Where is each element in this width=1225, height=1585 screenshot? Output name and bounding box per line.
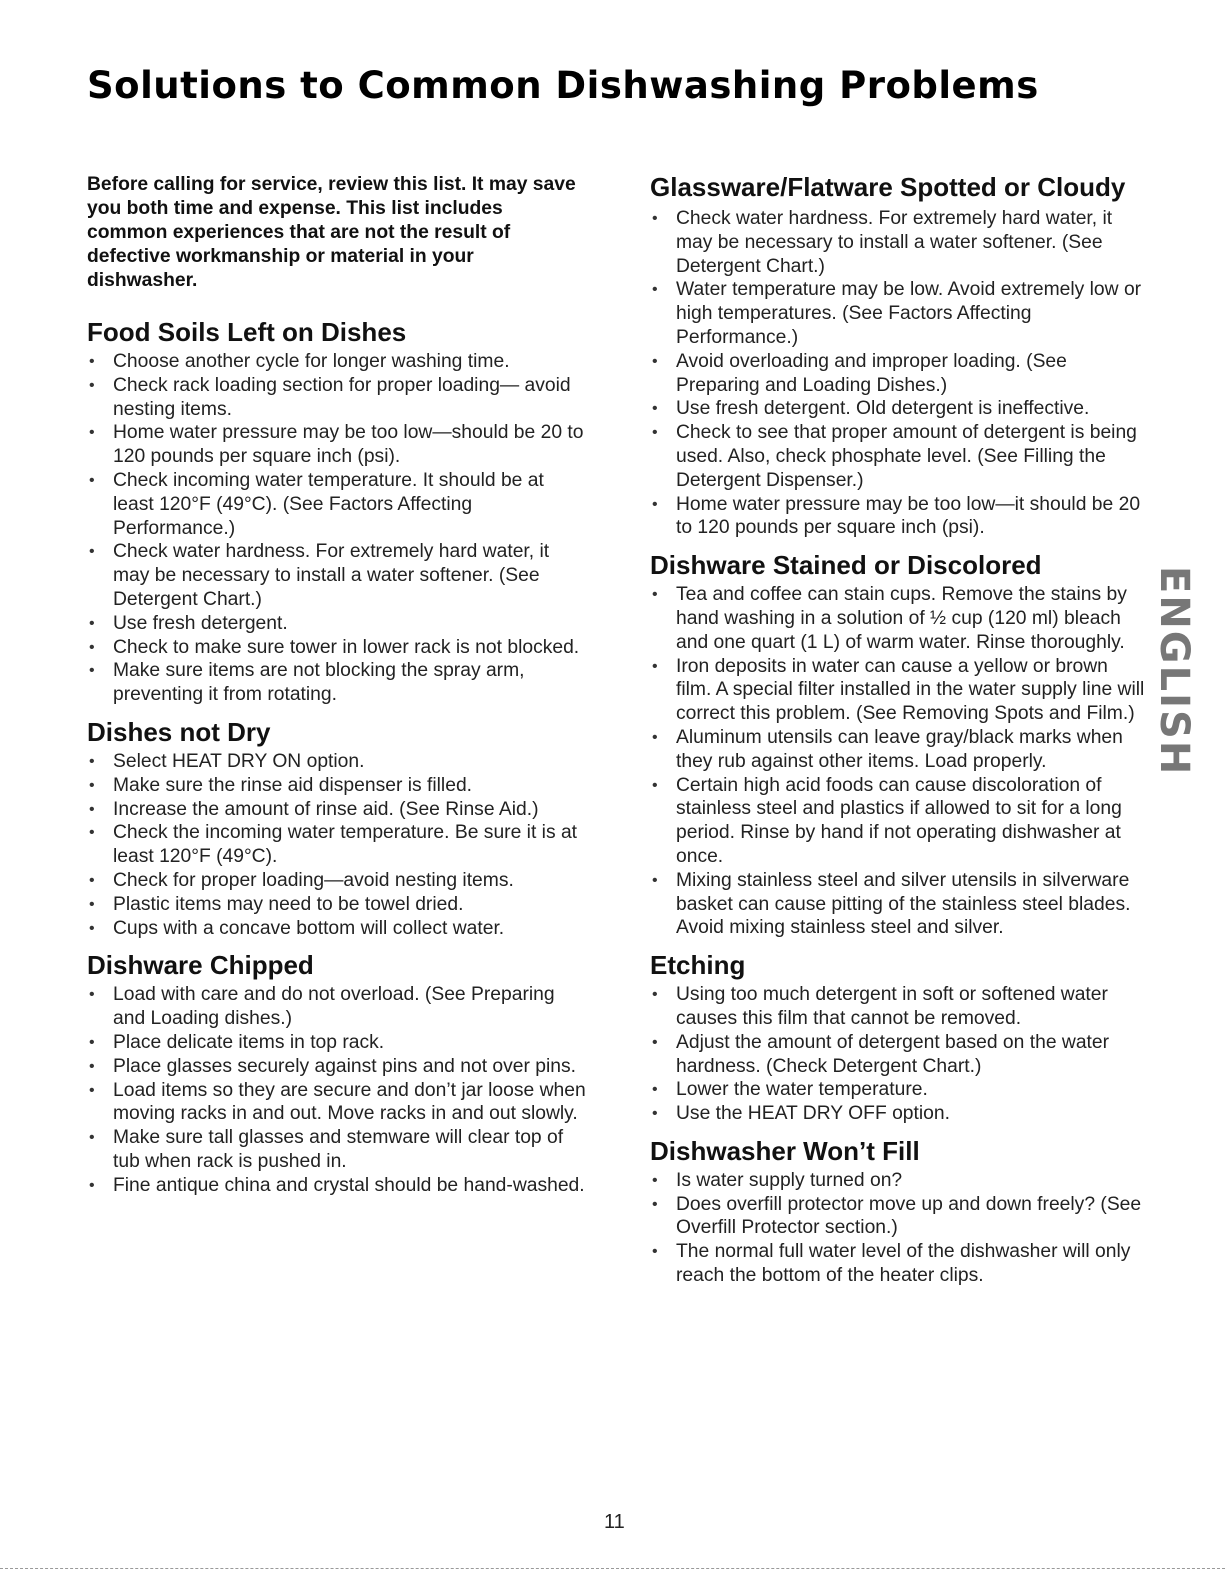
bullet-list bbox=[650, 1169, 1145, 1288]
bullet-icon: • bbox=[652, 871, 658, 889]
list-item bbox=[650, 493, 1145, 541]
list-item bbox=[87, 1079, 587, 1127]
list-item-text: Home water pressure may be too low—it should be 20 to 120 pounds per square inch (psi). bbox=[676, 493, 1141, 539]
list-item bbox=[87, 917, 587, 941]
list-item-text: Choose another cycle for longer washing time. bbox=[113, 351, 510, 372]
bullet-icon: • bbox=[89, 1057, 95, 1075]
right-column bbox=[650, 171, 1145, 1298]
list-item-text: Check to make sure tower in lower rack is not blocked. bbox=[113, 636, 580, 658]
list-item bbox=[650, 726, 1145, 774]
list-item-text: Does overfill protector move up and down freely? (See Overfill Protector section.) bbox=[676, 1193, 1142, 1239]
section-heading: Dishware Chipped bbox=[87, 950, 314, 981]
bullet-icon: • bbox=[652, 657, 658, 675]
list-item bbox=[87, 983, 587, 1031]
bullet-icon: • bbox=[89, 776, 95, 794]
section-heading: Dishwasher Won’t Fill bbox=[650, 1135, 920, 1166]
list-item bbox=[87, 869, 587, 893]
list-item-text: Make sure the rinse aid dispenser is filled. bbox=[113, 774, 473, 796]
list-item bbox=[650, 1240, 1145, 1288]
list-item-text: Check water hardness. For extremely hard water, it may be necessary to install a water softener. (See Detergent Chart.) bbox=[676, 208, 1113, 277]
bullet-list bbox=[650, 207, 1145, 540]
section-heading: Dishes not Dry bbox=[87, 716, 271, 747]
list-item-text: Lower the water temperature. bbox=[676, 1079, 928, 1101]
list-item-text: Tea and coffee can stain cups. Remove the stains by hand washing in a solution of ½ cup (120 ml) bleach and one quart (1 L) of warm water. Rinse thoroughly. bbox=[676, 584, 1127, 653]
list-item-text: Mixing stainless steel and silver utensils in silverware basket can cause pitting of the stainless steel blades. Avoid mixing stainless steel and silver. bbox=[676, 869, 1131, 939]
bullet-icon: • bbox=[652, 776, 658, 794]
list-item bbox=[87, 821, 587, 869]
bullet-icon: • bbox=[89, 800, 95, 818]
bullet-icon: • bbox=[652, 986, 658, 1004]
list-item bbox=[650, 350, 1145, 398]
list-item-text: Water temperature may be low. Avoid extremely low or high temperatures. (See Factors Affecting Performance.) bbox=[676, 279, 1142, 348]
list-item bbox=[650, 397, 1145, 421]
list-item-text: Plastic items may need to be towel dried. bbox=[113, 893, 464, 915]
list-item-text: Fine antique china and crystal should be hand-washed. bbox=[113, 1174, 585, 1196]
list-item bbox=[87, 469, 587, 540]
list-item-text: Certain high acid foods can cause discoloration of stainless steel and plastics if allowed to sit for a long period. Rinse by hand if not operating dishwasher at once. bbox=[676, 774, 1122, 867]
left-column bbox=[87, 173, 587, 1208]
bullet-icon: • bbox=[652, 352, 658, 370]
bullet-icon: • bbox=[89, 638, 95, 656]
language-label: ENGLISH bbox=[1151, 566, 1197, 777]
bullet-icon: • bbox=[652, 1033, 658, 1051]
list-item-text: Check incoming water temperature. It should be at least 120°F (49°C). (See Factors Affecting Performance.) bbox=[113, 469, 544, 539]
section-stained-discolored bbox=[650, 550, 1145, 940]
section-etching bbox=[650, 950, 1145, 1126]
list-item-text: Iron deposits in water can cause a yellow or brown film. A special filter installed in the water supply line will correct this problem. (See Removing Spots and Film.) bbox=[676, 655, 1145, 725]
list-item-text: Check for proper loading—avoid nesting items. bbox=[113, 869, 514, 891]
list-item-text: Make sure tall glasses and stemware will clear top of tub when rack is pushed in. bbox=[113, 1127, 564, 1172]
list-item bbox=[87, 750, 587, 774]
list-item bbox=[87, 612, 587, 636]
list-item-text: Load items so they are secure and don’t jar loose when moving racks in and out. Move racks in and out slowly. bbox=[113, 1079, 586, 1125]
section-food-soils bbox=[87, 317, 587, 707]
list-item bbox=[650, 278, 1145, 349]
list-item bbox=[650, 1102, 1145, 1126]
list-item-text: Increase the amount of rinse aid. (See Rinse Aid.) bbox=[113, 798, 539, 820]
bullet-icon: • bbox=[89, 1081, 95, 1099]
bullet-icon: • bbox=[89, 1129, 95, 1147]
bullet-icon: • bbox=[89, 471, 95, 489]
bullet-icon: • bbox=[89, 986, 95, 1004]
list-item-text: Cups with a concave bottom will collect water. bbox=[113, 917, 505, 939]
list-item-text: Make sure items are not blocking the spray arm, preventing it from rotating. bbox=[113, 660, 525, 706]
list-item-text: Load with care and do not overload. (See Preparing and Loading dishes.) bbox=[113, 984, 555, 1030]
list-item bbox=[87, 893, 587, 917]
bullet-list bbox=[650, 583, 1145, 940]
bullet-icon: • bbox=[89, 424, 95, 442]
list-item bbox=[650, 583, 1145, 654]
bullet-icon: • bbox=[89, 919, 95, 937]
list-item-text: Avoid overloading and improper loading. (See Preparing and Loading Dishes.) bbox=[676, 350, 1067, 396]
bullet-icon: • bbox=[652, 281, 658, 299]
bullet-icon: • bbox=[89, 895, 95, 913]
list-item bbox=[87, 1055, 587, 1079]
list-item-text: Place delicate items in top rack. bbox=[113, 1031, 385, 1053]
list-item bbox=[650, 983, 1145, 1031]
bullet-icon: • bbox=[89, 614, 95, 632]
bullet-list bbox=[87, 983, 587, 1197]
list-item-text: Using too much detergent in soft or softened water causes this film that cannot be removed. bbox=[676, 984, 1108, 1029]
section-dishware-chipped bbox=[87, 950, 587, 1197]
list-item bbox=[650, 869, 1145, 940]
list-item bbox=[87, 798, 587, 822]
bullet-icon: • bbox=[652, 210, 658, 227]
list-item bbox=[650, 655, 1145, 726]
list-item bbox=[650, 1031, 1145, 1079]
list-item bbox=[87, 1126, 587, 1174]
bullet-icon: • bbox=[652, 424, 658, 442]
list-item bbox=[650, 1169, 1145, 1193]
list-item-text: Use fresh detergent. Old detergent is ineffective. bbox=[676, 398, 1090, 420]
bullet-icon: • bbox=[652, 495, 658, 513]
list-item bbox=[87, 774, 587, 798]
list-item-text: Check to see that proper amount of detergent is being used. Also, check phosphate level. (See Filling the Detergent Dispenser.) bbox=[676, 422, 1137, 491]
language-side-tab bbox=[1151, 566, 1197, 777]
bullet-icon: • bbox=[652, 586, 658, 604]
bullet-icon: • bbox=[652, 728, 658, 746]
bullet-icon: • bbox=[89, 1176, 95, 1194]
list-item bbox=[87, 540, 587, 611]
section-heading: Food Soils Left on Dishes bbox=[87, 317, 407, 347]
bullet-icon: • bbox=[652, 1105, 658, 1123]
bullet-icon: • bbox=[89, 543, 95, 561]
section-heading: Etching bbox=[650, 950, 746, 981]
list-item-text: Adjust the amount of detergent based on the water hardness. (Check Detergent Chart.) bbox=[676, 1031, 1110, 1077]
bullet-icon: • bbox=[652, 400, 658, 418]
section-heading: Dishware Stained or Discolored bbox=[650, 550, 1042, 581]
list-item-text: Aluminum utensils can leave gray/black marks when they rub against other items. Load properly. bbox=[676, 726, 1123, 772]
bullet-list bbox=[87, 350, 587, 707]
list-item-text: Use the HEAT DRY OFF option. bbox=[676, 1103, 950, 1125]
bullet-icon: • bbox=[89, 376, 95, 394]
list-item-text: The normal full water level of the dishwasher will only reach the bottom of the heater clips. bbox=[676, 1241, 1131, 1287]
bullet-icon: • bbox=[652, 1243, 658, 1261]
list-item bbox=[650, 421, 1145, 492]
list-item-text: Check the incoming water temperature. Be sure it is at least 120°F (49°C). bbox=[113, 822, 578, 868]
bullet-icon: • bbox=[652, 1195, 658, 1213]
bullet-icon: • bbox=[89, 662, 95, 680]
list-item bbox=[650, 774, 1145, 869]
intro-text: Before calling for service, review this list. It may save you both time and expense. This list includes common experiences that are not the result of defective workmanship or material in your dishwasher. bbox=[87, 174, 576, 291]
bullet-icon: • bbox=[652, 1081, 658, 1099]
list-item bbox=[87, 421, 587, 469]
section-wont-fill bbox=[650, 1136, 1145, 1288]
section-spotted-cloudy bbox=[650, 171, 1145, 540]
list-item-text: Place glasses securely against pins and not over pins. bbox=[113, 1055, 577, 1077]
bullet-icon: • bbox=[89, 353, 95, 370]
list-item bbox=[87, 350, 587, 374]
list-item bbox=[650, 1193, 1145, 1241]
bottom-divider bbox=[0, 1568, 1225, 1570]
list-item-text: Home water pressure may be too low—should be 20 to 120 pounds per square inch (psi). bbox=[113, 422, 584, 468]
bullet-icon: • bbox=[89, 1033, 95, 1051]
bullet-icon: • bbox=[89, 752, 95, 770]
bullet-list bbox=[87, 750, 587, 940]
section-dishes-not-dry bbox=[87, 717, 587, 940]
page-title: Solutions to Common Dishwashing Problems bbox=[87, 64, 1039, 107]
list-item-text: Select HEAT DRY ON option. bbox=[113, 750, 365, 772]
list-item bbox=[87, 374, 587, 422]
list-item-text: Check rack loading section for proper loading— avoid nesting items. bbox=[113, 374, 571, 420]
bullet-list bbox=[650, 983, 1145, 1126]
section-heading: Glassware/Flatware Spotted or Cloudy bbox=[650, 172, 1126, 202]
list-item bbox=[650, 1078, 1145, 1102]
list-item-text: Is water supply turned on? bbox=[676, 1169, 903, 1191]
list-item bbox=[87, 1174, 587, 1198]
list-item bbox=[87, 1031, 587, 1055]
list-item bbox=[87, 659, 587, 707]
list-item bbox=[650, 207, 1145, 278]
list-item bbox=[87, 636, 587, 660]
bullet-icon: • bbox=[652, 1171, 658, 1189]
bullet-icon: • bbox=[89, 871, 95, 889]
list-item-text: Check water hardness. For extremely hard water, it may be necessary to install a water softener. (See Detergent Chart.) bbox=[113, 541, 550, 610]
page-number: 11 bbox=[604, 1511, 625, 1533]
list-item-text: Use fresh detergent. bbox=[113, 612, 288, 634]
bullet-icon: • bbox=[89, 824, 95, 842]
